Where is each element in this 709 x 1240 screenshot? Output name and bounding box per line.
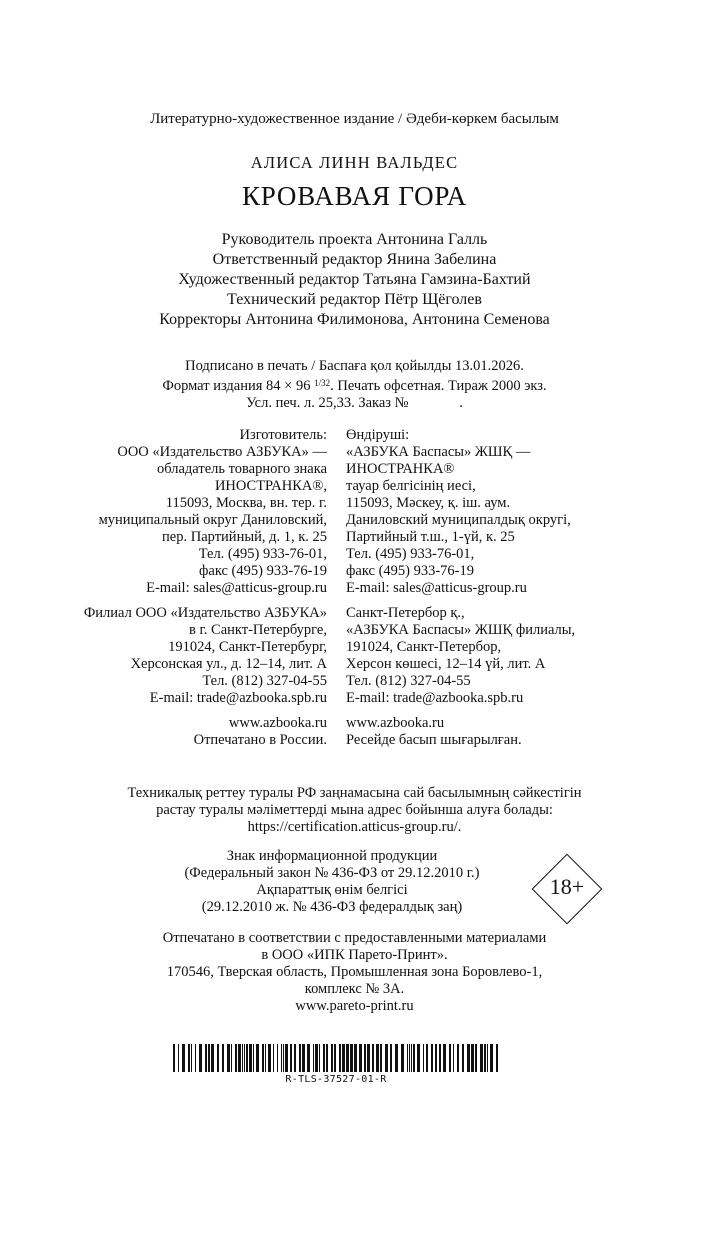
printer-line: комплекс № 3А. <box>304 981 405 997</box>
branch-ru-line: в г. Санкт-Петербурге, <box>189 622 327 638</box>
branch-kz-line: Тел. (812) 327-04-55 <box>346 673 471 689</box>
staff-line: Ответственный редактор Янина Забелина <box>212 251 497 268</box>
certification-info <box>0 785 709 836</box>
printed-in-ru: Отпечатано в России. <box>193 732 327 748</box>
printer-website: www.pareto-print.ru <box>295 998 414 1014</box>
age-rating: 18+ <box>549 874 585 899</box>
print-info <box>0 358 709 412</box>
website-ru: www.azbooka.ru <box>228 715 327 731</box>
manufacturer-ru-line: 115093, Москва, вн. тер. г. <box>165 495 327 511</box>
staff-line: Корректоры Антонина Филимонова, Антонина Семенова <box>159 311 550 328</box>
website-kz: www.azbooka.ru <box>346 715 445 731</box>
manufacturer-kz-line: тауар белгісінің иесі, <box>346 478 476 494</box>
certification-url: https://certification.atticus-group.ru/. <box>247 819 462 835</box>
manufacturer-kz-column <box>346 427 575 749</box>
printer-line: в ООО «ИПК Парето-Принт». <box>261 947 448 963</box>
staff-line: Руководитель проекта Антонина Галль <box>221 231 488 248</box>
manufacturer-kz-email: E-mail: sales@atticus-group.ru <box>346 580 527 596</box>
sheets-line: Усл. печ. л. 25,33. Заказ № . <box>246 395 463 411</box>
manufacturer-ru-line: пер. Партийный, д. 1, к. 25 <box>162 529 327 545</box>
age-rating-badge <box>531 853 603 925</box>
edition-type: Литературно-художественное издание / Әдеби-көркем басылым <box>150 111 559 127</box>
branch-kz-line: Херсон көшесі, 12–14 үй, лит. А <box>346 656 546 672</box>
info-label-line: (Федеральный закон № 436-ФЗ от 29.12.2010 г.) <box>184 865 480 881</box>
manufacturer-ru-line: обладатель товарного знака <box>156 461 327 477</box>
signed-date: Подписано в печать / Баспаға қол қойылды 13.01.2026. <box>185 358 524 374</box>
barcode-code: R-TLS-37527-01-R <box>285 1074 387 1085</box>
manufacturer-kz-line: Өндіруші: <box>346 427 410 443</box>
format-fraction: 1/32 <box>314 378 331 388</box>
manufacturer-ru-line: муниципальный округ Даниловский, <box>98 512 327 528</box>
branch-kz-line: Санкт-Петербор қ., <box>346 605 465 621</box>
certification-line: Техникалық реттеу туралы РФ заңнамасына сай басылымның сәйкестігін <box>127 785 582 801</box>
manufacturer-kz-line: Тел. (495) 933-76-01, <box>346 546 475 562</box>
format-text-end: . Печать офсетная. Тираж 2000 экз. <box>330 378 547 394</box>
manufacturer-kz-line: Партийный т.ш., 1-үй, к. 25 <box>346 529 515 545</box>
printer-line: 170546, Тверская область, Промышленная зона Боровлево-1, <box>166 964 543 980</box>
manufacturer-ru <box>84 427 327 597</box>
manufacturer-ru-line: ИНОСТРАНКА®, <box>214 478 327 494</box>
info-label-line: Ақпараттық өнім белгісі <box>256 882 408 898</box>
branch-kz <box>346 605 575 707</box>
branch-kz-line: 191024, Санкт-Петербор, <box>346 639 502 655</box>
printed-in-kz: Ресейде басып шығарылған. <box>346 732 522 748</box>
staff-list <box>0 230 709 330</box>
staff-line: Художественный редактор Татьяна Гамзина-Бахтий <box>178 271 531 288</box>
manufacturer-ru-line: факс (495) 933-76-19 <box>198 563 327 579</box>
branch-ru-line: Филиал ООО «Издательство АЗБУКА» <box>83 605 327 621</box>
branch-kz-line: «АЗБУКА Баспасы» ЖШҚ филиалы, <box>346 622 576 638</box>
branch-ru-line: 191024, Санкт-Петербург, <box>168 639 327 655</box>
branch-ru <box>84 605 327 707</box>
manufacturer-ru-email: E-mail: sales@atticus-group.ru <box>146 580 327 596</box>
branch-kz-email: E-mail: trade@azbooka.spb.ru <box>346 690 524 706</box>
staff-line: Технический редактор Пётр Щёголев <box>227 291 482 308</box>
branch-ru-email: E-mail: trade@azbooka.spb.ru <box>149 690 327 706</box>
site-ru <box>84 715 327 749</box>
printer-line: Отпечатано в соответствии с предоставленными материалами <box>162 930 547 946</box>
manufacturer-ru-column <box>84 427 327 749</box>
manufacturer-kz-line: факс (495) 933-76-19 <box>346 563 475 579</box>
manufacturer-kz-line: «АЗБУКА Баспасы» ЖШҚ — <box>346 444 531 460</box>
branch-ru-line: Тел. (812) 327-04-55 <box>202 673 327 689</box>
barcode-icon <box>173 1044 499 1072</box>
site-kz <box>346 715 575 749</box>
manufacturer-kz-line: Даниловский муниципалдық округі, <box>346 512 571 528</box>
info-label-line: (29.12.2010 ж. № 436-ФЗ федералдық заң) <box>201 899 463 915</box>
manufacturer-kz-line: 115093, Мәскеу, қ. іш. аум. <box>346 495 511 511</box>
format-text: Формат издания 84 × 96 <box>162 378 315 394</box>
info-label-line: Знак информационной продукции <box>226 848 438 864</box>
format-line <box>0 375 709 395</box>
manufacturer-ru-line: Изготовитель: <box>239 427 327 443</box>
manufacturer-kz <box>346 427 575 597</box>
manufacturer-kz-line: ИНОСТРАНКА® <box>346 461 455 477</box>
manufacturer-ru-line: ООО «Издательство АЗБУКА» — <box>117 444 327 460</box>
printer-info <box>0 930 709 1015</box>
manufacturer-ru-line: Тел. (495) 933-76-01, <box>198 546 327 562</box>
author-name: АЛИСА ЛИНН ВАЛЬДЕС <box>250 153 459 172</box>
book-title: КРОВАВАЯ ГОРА <box>241 181 468 211</box>
branch-ru-line: Херсонская ул., д. 12–14, лит. А <box>130 656 327 672</box>
certification-line: растау туралы мәліметтерді мына адрес бойынша алуға болады: <box>156 802 553 818</box>
